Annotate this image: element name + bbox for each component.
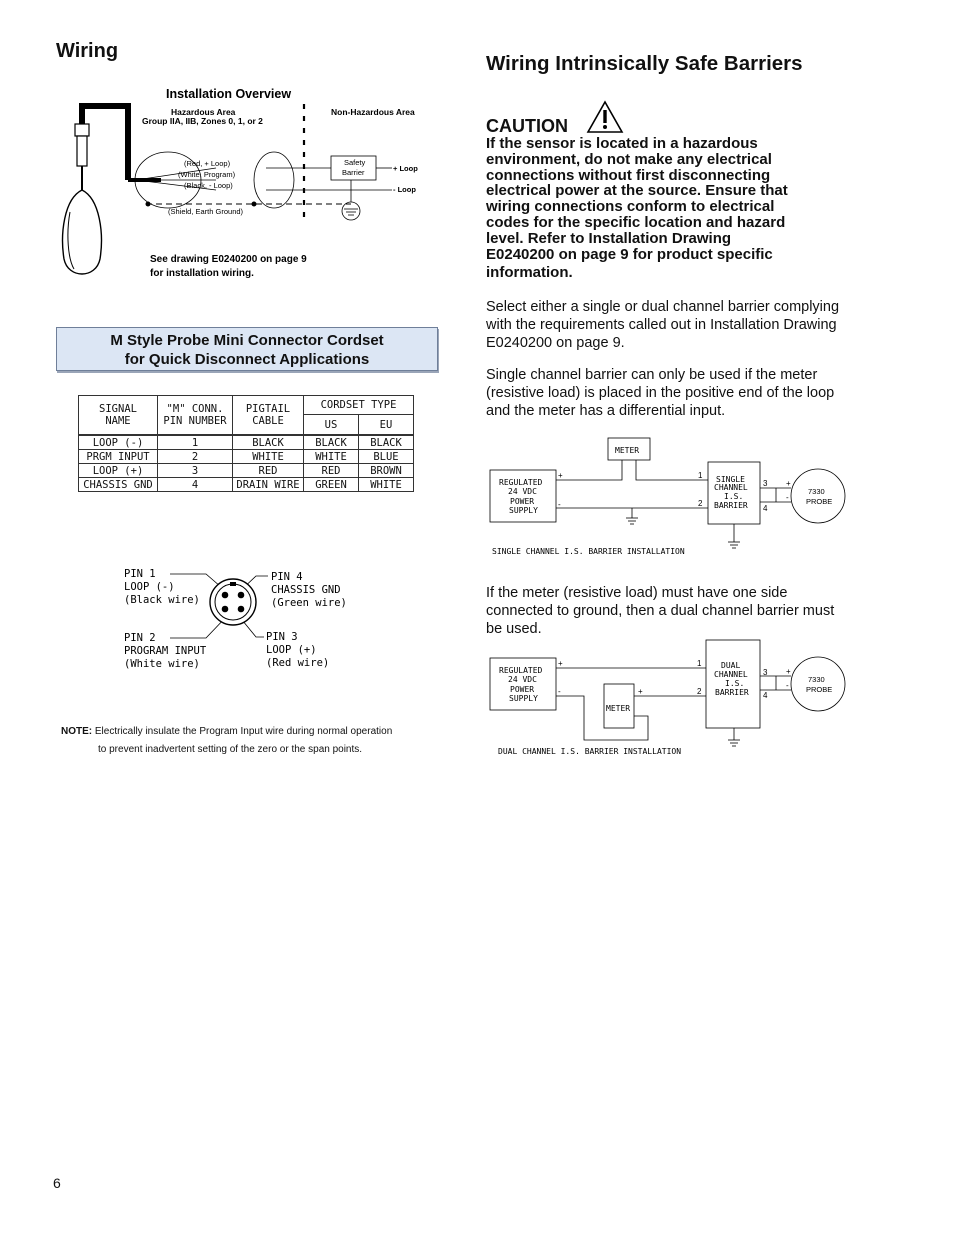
- dual-meter-label: METER: [606, 704, 631, 713]
- cell-pigtail: DRAIN WIRE: [233, 478, 304, 492]
- dual-ps-4: SUPPLY: [509, 694, 538, 703]
- cell-pigtail: BLACK: [233, 435, 304, 450]
- connector-pinout-diagram: [118, 565, 358, 675]
- see-drawing-2: for installation wiring.: [150, 268, 254, 279]
- cell-signal: PRGM INPUT: [79, 450, 158, 464]
- installation-overview-diagram: [56, 84, 436, 294]
- dual-meter-plus: +: [638, 687, 643, 696]
- warning-triangle-icon: [586, 100, 624, 134]
- dual-probe-plus: +: [786, 667, 791, 676]
- pin3-line3: (Red wire): [266, 657, 330, 669]
- th-cordset: CORDSET TYPE: [304, 396, 414, 415]
- th-us: US: [304, 415, 359, 435]
- single-barrier-4: BARRIER: [714, 501, 748, 510]
- pin2-line1: PIN 2: [124, 632, 156, 644]
- paragraph-line: Single channel barrier can only be used if the meter: [486, 367, 818, 383]
- cell-eu: BROWN: [358, 464, 413, 478]
- table-row: [79, 450, 414, 464]
- pin4-line2: CHASSIS GND: [271, 584, 341, 596]
- page-number: 6: [53, 1175, 61, 1191]
- hazardous-group-label: Group IIA, IIB, Zones 0, 1, or 2: [142, 116, 263, 126]
- dual-barrier-1: DUAL: [721, 661, 741, 670]
- caution-line: electrical power at the source. Ensure that: [486, 182, 788, 200]
- see-drawing-1: See drawing E0240200 on page 9: [150, 254, 307, 265]
- note-line1: Electrically insulate the Program Input wire during normal operation: [94, 726, 393, 737]
- single-t3: 3: [763, 479, 768, 488]
- caution-text: [486, 136, 876, 281]
- dual-t3: 3: [763, 668, 768, 677]
- plus-loop-label: + Loop: [393, 164, 418, 173]
- dual-probe-1: 7330: [808, 675, 825, 684]
- table-row: [79, 435, 414, 450]
- dual-ps-2: 24 VDC: [508, 675, 537, 684]
- earth-ground-icon: [342, 202, 360, 220]
- paragraph-single: [486, 366, 886, 420]
- single-probe-2: PROBE: [806, 497, 833, 506]
- dual-t2: 2: [697, 687, 702, 696]
- single-barrier-1: SINGLE: [716, 475, 745, 484]
- pin2-line2: PROGRAM INPUT: [124, 645, 207, 657]
- single-probe-1: 7330: [808, 487, 825, 496]
- overview-title: Installation Overview: [166, 87, 292, 101]
- paragraph-line: be used.: [486, 621, 542, 637]
- paragraph-line: If the meter (resistive load) must have one side: [486, 585, 788, 601]
- cell-pigtail: WHITE: [233, 450, 304, 464]
- wiring-heading: Wiring: [56, 40, 119, 62]
- cell-eu: BLACK: [358, 435, 413, 450]
- dual-probe-minus: -: [786, 681, 789, 690]
- table-row: [79, 464, 414, 478]
- caution-line: If the sensor is located in a hazardous: [486, 135, 758, 152]
- wire-red-label: (Red, + Loop): [184, 159, 231, 168]
- th-pin-1: "M" CONN.: [166, 403, 224, 415]
- wire-black-label: (Black, - Loop): [184, 181, 233, 190]
- dual-ps-3: POWER: [510, 685, 535, 694]
- single-ps-3: POWER: [510, 497, 535, 506]
- mini-connector-icon: [210, 579, 256, 625]
- caution-label: CAUTION: [486, 116, 568, 136]
- paragraph-dual: [486, 584, 886, 638]
- th-pigtail-2: CABLE: [252, 415, 284, 427]
- barrier-label-1: Safety: [344, 158, 366, 167]
- caution-line: E0240200 on page 9 for product specific: [486, 245, 773, 263]
- dual-caption: DUAL CHANNEL I.S. BARRIER INSTALLATION: [498, 747, 682, 756]
- cell-signal: LOOP (+): [79, 464, 158, 478]
- pin4-line3: (Green wire): [271, 597, 347, 609]
- single-barrier-2: CHANNEL: [714, 483, 748, 492]
- cordset-title-line1: M Style Probe Mini Connector Cordset: [110, 332, 384, 349]
- wire-shield-label: (Shield, Earth Ground): [168, 207, 244, 216]
- barrier-label-2: Barrier: [342, 168, 365, 177]
- barriers-heading: Wiring Intrinsically Safe Barriers: [486, 52, 803, 75]
- single-t1: 1: [698, 471, 703, 480]
- th-signal-2: NAME: [105, 415, 131, 427]
- non-hazardous-area-label: Non-Hazardous Area: [331, 107, 415, 117]
- paragraph-line: E0240200 on page 9.: [486, 335, 625, 351]
- caution-line: environment, do not make any electrical: [486, 150, 772, 168]
- paragraph-line: connected to ground, then a dual channel barrier must: [486, 603, 835, 619]
- minus-loop-label: - Loop: [393, 185, 416, 194]
- pin4-line1: PIN 4: [271, 571, 303, 583]
- th-eu: EU: [358, 415, 413, 435]
- caution-line: information.: [486, 264, 573, 282]
- dual-minus: -: [558, 687, 561, 696]
- wire-white-label: (White, Program): [178, 170, 236, 179]
- dual-barrier-2: CHANNEL: [714, 670, 748, 679]
- th-pigtail-1: PIGTAIL: [245, 403, 291, 415]
- cell-pin: 3: [158, 464, 233, 478]
- cell-eu: WHITE: [358, 478, 413, 492]
- dual-t1: 1: [697, 659, 702, 668]
- pin3-line2: LOOP (+): [266, 644, 317, 656]
- cell-eu: BLUE: [358, 450, 413, 464]
- dual-plus: +: [558, 659, 563, 668]
- caution-line: wiring connections conform to electrical: [486, 198, 775, 216]
- table-row: [79, 478, 414, 492]
- cell-pigtail: RED: [233, 464, 304, 478]
- pin2-line3: (White wire): [124, 658, 200, 670]
- caution-line: level. Refer to Installation Drawing: [486, 229, 732, 247]
- note-block: [61, 723, 441, 759]
- paragraph-select: [486, 298, 886, 352]
- dual-t4: 4: [763, 691, 768, 700]
- note-label: NOTE:: [61, 726, 93, 737]
- single-ps-1: REGULATED: [499, 478, 543, 487]
- single-ps-2: 24 VDC: [508, 487, 537, 496]
- paragraph-line: Select either a single or dual channel barrier complying: [486, 299, 840, 315]
- cell-us: BLACK: [304, 435, 359, 450]
- pin3-line1: PIN 3: [266, 631, 298, 643]
- dual-probe-2: PROBE: [806, 685, 833, 694]
- pin-table: [78, 395, 414, 492]
- cell-us: RED: [304, 464, 359, 478]
- th-signal-1: SIGNAL: [99, 403, 137, 415]
- cordset-title-line2: for Quick Disconnect Applications: [124, 351, 370, 368]
- single-caption: SINGLE CHANNEL I.S. BARRIER INSTALLATION: [492, 547, 685, 556]
- dual-ps-1: REGULATED: [499, 666, 543, 675]
- hazardous-area-label: Hazardous Area: [171, 107, 236, 117]
- single-minus: -: [558, 500, 561, 509]
- caution-line: codes for the specific location and hazard: [486, 213, 786, 231]
- single-channel-diagram: [486, 432, 856, 562]
- paragraph-line: (resistive load) is placed in the positive end of the loop: [486, 385, 835, 401]
- single-t4: 4: [763, 504, 768, 513]
- single-plus: +: [558, 471, 563, 480]
- dual-barrier-3: I.S.: [725, 679, 745, 688]
- dual-barrier-4: BARRIER: [715, 688, 749, 697]
- single-t2: 2: [698, 499, 703, 508]
- cell-signal: LOOP (-): [79, 435, 158, 450]
- single-meter-label: METER: [615, 446, 640, 455]
- cordset-title-box: [56, 327, 438, 371]
- single-ps-4: SUPPLY: [509, 506, 538, 515]
- cell-signal: CHASSIS GND: [79, 478, 158, 492]
- cell-pin: 1: [158, 435, 233, 450]
- pin1-line1: PIN 1: [124, 568, 156, 580]
- caution-line: connections without first disconnecting: [486, 166, 771, 184]
- cell-us: GREEN: [304, 478, 359, 492]
- paragraph-line: and the meter has a differential input.: [486, 403, 726, 419]
- single-probe-minus: -: [786, 493, 789, 502]
- pin1-line3: (Black wire): [124, 594, 200, 606]
- single-probe-plus: +: [786, 479, 791, 488]
- dual-channel-diagram: [486, 634, 856, 764]
- th-pin-2: PIN NUMBER: [163, 415, 227, 427]
- connector-icon: [75, 124, 89, 136]
- single-barrier-3: I.S.: [724, 492, 744, 501]
- cell-pin: 2: [158, 450, 233, 464]
- cell-us: WHITE: [304, 450, 359, 464]
- pin1-line2: LOOP (-): [124, 581, 175, 593]
- note-line2: to prevent inadvertent setting of the zero or the span points.: [98, 744, 363, 755]
- cell-pin: 4: [158, 478, 233, 492]
- paragraph-line: with the requirements called out in Installation Drawing: [486, 317, 837, 333]
